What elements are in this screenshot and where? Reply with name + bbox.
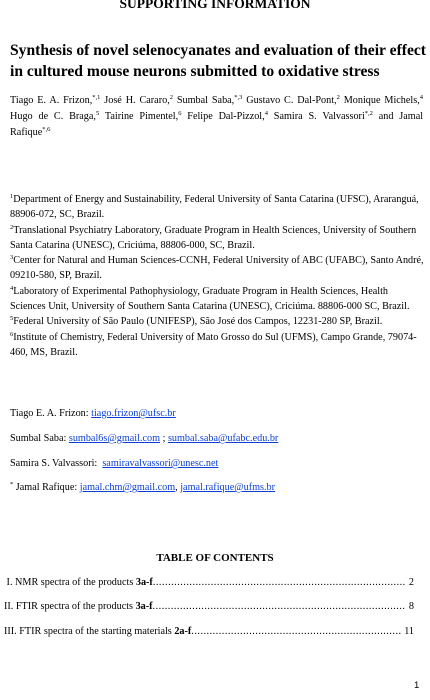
toc-entry-label: II. FTIR spectra of the products (4, 601, 136, 612)
toc-entry-compound: 3a-f (135, 601, 153, 612)
author-affiliation-mark: *,1 (92, 94, 101, 101)
toc-entry[interactable] (4, 601, 414, 612)
affiliation-item (10, 253, 424, 284)
affiliation-number: 2 (10, 223, 14, 231)
author-name: Samira S. Valvassori (273, 111, 365, 122)
affiliation-number: 3 (10, 254, 14, 262)
author-list (10, 93, 423, 141)
affiliation-text: Center for Natural and Human Sciences-CCNH, Federal University of ABC (UFABC), Santo André, 09210-580, SP, Brazil. (10, 255, 424, 282)
contact-row (10, 482, 275, 493)
affiliation-number: 5 (10, 315, 14, 323)
email-link[interactable]: jamal.rafique@ufms.br (180, 482, 276, 493)
email-link[interactable]: sumbal.saba@ufabc.edu.br (167, 433, 279, 444)
author-affiliation-mark: *,6 (42, 126, 51, 133)
affiliation-number: 4 (10, 284, 14, 292)
affiliation-item (10, 284, 424, 315)
author-name: Monique Michels, (343, 95, 420, 106)
paper-title: Synthesis of novel selenocyanates and evaluation of their effect in cultured mouse neurons submitted to oxidative stress (10, 42, 426, 80)
toc-leader-dots (191, 626, 401, 637)
author-name: José H. Cararo, (104, 95, 170, 106)
affiliation-item (10, 314, 424, 329)
email-link[interactable]: tiago.frizon@ufsc.br (91, 408, 176, 419)
affiliation-number: 1 (10, 193, 14, 200)
affiliation-item (10, 192, 424, 223)
toc-entry-page: 2 (408, 577, 414, 588)
toc-entry[interactable] (4, 577, 414, 588)
email-separator: ; (160, 433, 168, 444)
toc-entry-label: III. FTIR spectra of the starting materials (4, 626, 175, 637)
supporting-information-header: SUPPORTING INFORMATION (119, 0, 311, 11)
toc-entry-label: I. NMR spectra of the products (4, 577, 136, 588)
toc-leader-dots (153, 577, 406, 588)
toc-leader-dots (153, 601, 406, 612)
affiliation-list (10, 192, 424, 360)
toc-entry-compound: 2a-f (174, 626, 192, 637)
affiliation-text: Department of Energy and Sustainability, Federal University of Santa Catarina (UFSC), Araranguá, 88906-072, SC, Brazil. (10, 194, 419, 221)
contact-row (10, 433, 278, 444)
affiliation-item (10, 223, 424, 254)
toc-entry-page: 8 (408, 601, 414, 612)
corresponding-mark: * (10, 481, 14, 488)
email-link[interactable]: samiravalvassori@unesc.net (102, 458, 219, 469)
affiliation-number: 6 (10, 330, 14, 338)
email-separator: , (175, 482, 181, 493)
contact-name: Jamal Rafique: (13, 482, 80, 493)
author-affiliation-mark: 4 (419, 94, 424, 101)
author-name: and Jamal Rafique (10, 111, 424, 138)
contact-row (10, 408, 176, 419)
contact-name: Tiago E. A. Frizon: (10, 408, 92, 419)
affiliation-text: Institute of Chemistry, Federal University of Mato Grosso do Sul (UFMS), Campo Grande, 79074-460, MS, Brazil. (10, 331, 417, 358)
author-affiliation-mark: 5 (95, 110, 100, 117)
author-name: Hugo de C. Braga, (10, 111, 96, 122)
author-name: Tiago E. A. Frizon, (10, 95, 93, 106)
author-name: Sumbal Saba, (176, 95, 235, 106)
author-affiliation-mark: *,2 (364, 110, 373, 117)
contact-row (10, 458, 218, 469)
toc-entry-page: 11 (404, 626, 414, 637)
contact-name: Samira S. Valvassori: (10, 458, 103, 469)
affiliation-item (10, 330, 424, 361)
author-affiliation-mark: 4 (264, 110, 268, 117)
author-affiliation-mark: 2 (336, 94, 340, 101)
toc-entry-compound: 3a-f (135, 577, 153, 588)
author-name: Felipe Dal-Pizzol, (187, 111, 265, 122)
email-link[interactable]: sumbal6s@gmail.com (68, 433, 161, 444)
author-name: Tairine Pimentel, (104, 111, 179, 122)
page-number: 1 (414, 680, 420, 691)
affiliation-text: Translational Psychiatry Laboratory, Graduate Program in Health Sciences, University of Southern Santa Catarina (UNESC), Criciúma, 88806-000, SC, Brazil. (10, 224, 417, 251)
email-link[interactable]: jamal.chm@gmail.com (79, 482, 176, 493)
contact-name: Sumbal Saba: (10, 433, 69, 444)
affiliation-text: Laboratory of Experimental Pathophysiology, Graduate Program in Health Sciences, Health Sciences Unit, University of Southern Santa Catarina (UNESC), Criciúma. 88806-000 SC, Brazil. (10, 285, 410, 313)
affiliation-text: Federal University of São Paulo (UNIFESP), São José dos Campos, 12231-280 SP, Brazil. (13, 316, 383, 328)
toc-title: TABLE OF CONTENTS (156, 552, 274, 564)
author-affiliation-mark: 2 (169, 94, 173, 101)
author-affiliation-mark: 6 (178, 110, 182, 117)
author-name: Gustavo C. Dal-Pont, (246, 95, 337, 106)
toc-entry[interactable] (4, 626, 414, 637)
author-affiliation-mark: *,3 (234, 94, 243, 101)
